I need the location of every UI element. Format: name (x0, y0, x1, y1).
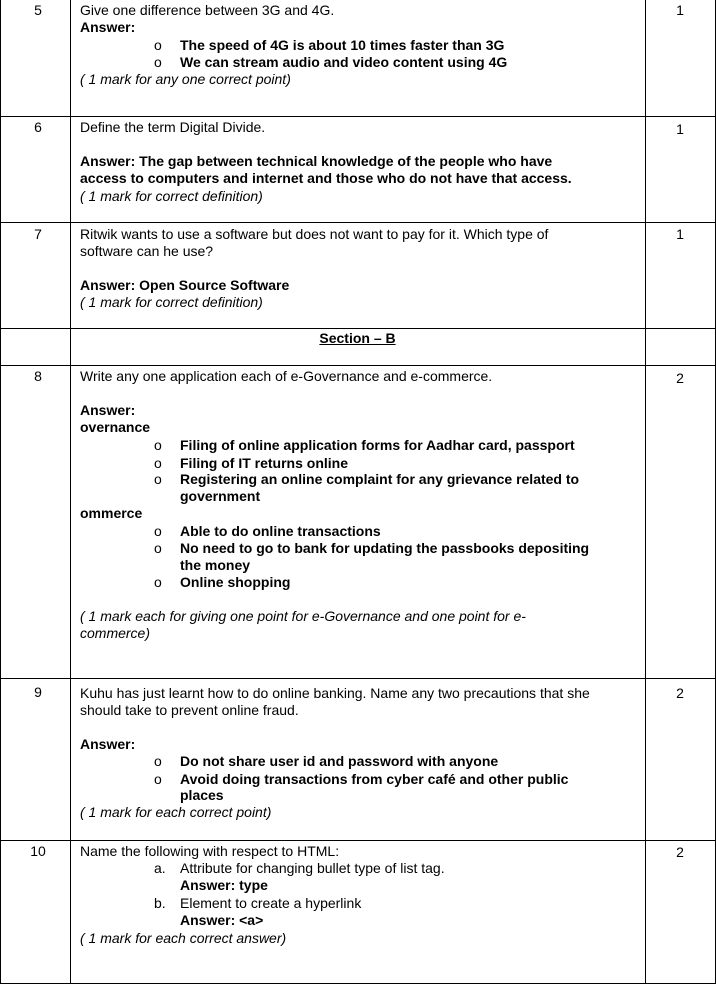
answer-point: Filing of online application forms for Aadhar card, passport (180, 437, 575, 453)
bullet: o (154, 54, 162, 70)
answer-point: places (180, 787, 224, 803)
answer-text: Answer: The gap between technical knowledge of the people who have (80, 153, 553, 169)
question-number: 5 (34, 2, 42, 18)
question-text: should take to prevent online fraud. (80, 702, 299, 718)
marks: 1 (676, 226, 684, 242)
marking-note: ( 1 mark for each correct point) (80, 804, 272, 820)
answer-label: Answer: (80, 402, 136, 418)
row-divider (0, 840, 716, 841)
answer-point: Filing of IT returns online (180, 455, 348, 471)
answer-point: We can stream audio and video content using 4G (180, 54, 508, 70)
marking-note: ( 1 mark each for giving one point for e-Governance and one point for e- (80, 608, 526, 624)
column-divider (70, 0, 71, 984)
bullet: o (154, 753, 162, 769)
sub-question-text: Element to create a hyperlink (180, 895, 362, 911)
question-number: 9 (34, 684, 42, 700)
answer-point: Avoid doing transactions from cyber café and other public (180, 771, 569, 787)
answer-text: access to computers and internet and those who do not have that access. (80, 170, 572, 186)
question-text: software can he use? (80, 243, 214, 259)
answer-point: the money (180, 557, 251, 573)
section-heading: Section – B (319, 330, 396, 346)
bullet: o (154, 37, 162, 53)
bullet: o (154, 437, 162, 453)
sub-question-label: b. (154, 895, 166, 911)
marking-note: ( 1 mark for each correct answer) (80, 930, 287, 946)
answer-label: Answer: (80, 736, 136, 752)
answer-point: government (180, 488, 261, 504)
bullet: o (154, 455, 162, 471)
marks: 2 (676, 685, 684, 701)
question-number: 6 (34, 119, 42, 135)
marks: 2 (676, 844, 684, 860)
question-number: 7 (34, 226, 42, 242)
marking-note: ( 1 mark for correct definition) (80, 188, 263, 204)
row-divider (0, 116, 716, 117)
sub-question-text: Attribute for changing bullet type of list tag. (180, 860, 445, 876)
row-divider (0, 678, 716, 679)
marking-note: ( 1 mark for any one correct point) (80, 71, 291, 87)
marks: 1 (676, 2, 684, 18)
group-title: overnance (80, 419, 151, 435)
bullet: o (154, 574, 162, 590)
marking-note: commerce) (80, 625, 151, 641)
answer-text: Answer: Open Source Software (80, 277, 290, 293)
question-text: Ritwik wants to use a software but does not want to pay for it. Which type of (80, 226, 549, 242)
answer-point: Do not share user id and password with anyone (180, 753, 499, 769)
marks: 2 (676, 370, 684, 386)
question-text: Give one difference between 3G and 4G. (80, 2, 335, 18)
marking-note: ( 1 mark for correct definition) (80, 294, 263, 310)
answer-point: Online shopping (180, 574, 291, 590)
group-title: ommerce (80, 505, 143, 521)
column-divider (645, 0, 646, 984)
answer-label: Answer: (80, 19, 136, 35)
question-number: 10 (30, 843, 46, 859)
answer-point: The speed of 4G is about 10 times faster than 3G (180, 37, 505, 53)
bullet: o (154, 540, 162, 556)
question-text: Define the term Digital Divide. (80, 119, 266, 135)
question-text: Kuhu has just learnt how to do online banking. Name any two precautions that she (80, 685, 590, 701)
question-number: 8 (34, 368, 42, 384)
table-border-left (0, 0, 1, 984)
question-text: Write any one application each of e-Governance and e-commerce. (80, 368, 493, 384)
answer-text: Answer: <a> (180, 912, 264, 928)
bullet: o (154, 523, 162, 539)
answer-point: No need to go to bank for updating the passbooks depositing (180, 540, 590, 556)
answer-point: Registering an online complaint for any grievance related to (180, 471, 580, 487)
row-divider (0, 328, 716, 329)
row-divider (0, 222, 716, 223)
answer-text: Answer: type (180, 877, 268, 893)
row-divider (0, 365, 716, 366)
bullet: o (154, 471, 162, 487)
answer-point: Able to do online transactions (180, 523, 381, 539)
sub-question-label: a. (154, 860, 166, 876)
question-text: Name the following with respect to HTML: (80, 843, 340, 859)
bullet: o (154, 771, 162, 787)
marks: 1 (676, 121, 684, 137)
